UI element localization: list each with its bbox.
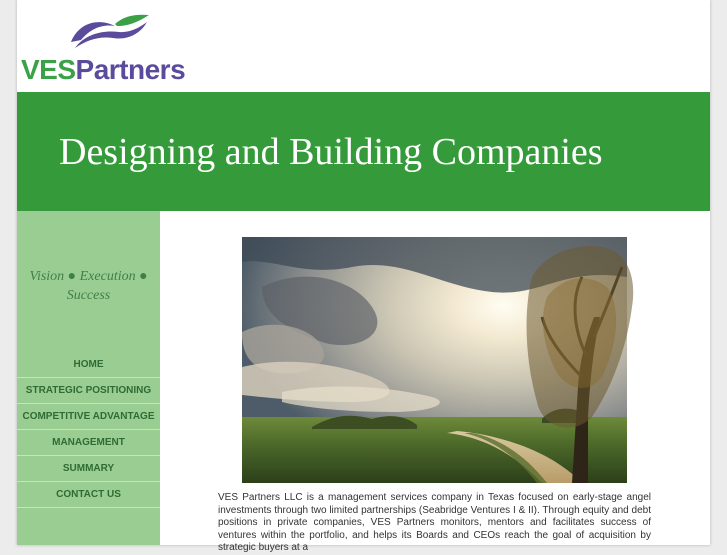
logo-text-ves: VES [21, 54, 76, 85]
header [17, 0, 710, 92]
leaf-wave-icon [69, 12, 151, 50]
intro-paragraph: VES Partners LLC is a management services company in Texas focused on early-stage angel investments through two limited partnerships (Seabridge Ventures I & II). Through equity and debt positions in private companies, VES Partners monitors, mentors and facilitates success of ventures within the portfolio, and helps its Boards and CEOs reach the goal of acquisition by strategic buyers at a [218, 492, 651, 553]
tagline-line-1: Vision ● Execution ● [29, 269, 148, 284]
logo-wordmark [21, 56, 185, 84]
hero-banner [17, 92, 710, 211]
nav-item-contact-us[interactable]: CONTACT US [17, 482, 160, 508]
main-nav [17, 352, 160, 508]
logo-text-partners: Partners [75, 54, 186, 85]
main-content [160, 211, 710, 553]
landscape-image [242, 237, 627, 483]
nav-item-strategic-positioning[interactable]: STRATEGIC POSITIONING [17, 378, 160, 404]
nav-item-summary[interactable]: SUMMARY [17, 456, 160, 482]
nav-item-management[interactable]: MANAGEMENT [17, 430, 160, 456]
nav-item-competitive-advantage[interactable]: COMPETITIVE ADVANTAGE [17, 404, 160, 430]
nav-item-home[interactable]: HOME [17, 352, 160, 378]
page [17, 0, 710, 553]
tagline-line-2: Success [66, 288, 111, 303]
banner-title: Designing and Building Companies [59, 131, 603, 173]
hero-photo [242, 237, 627, 483]
tagline [17, 267, 160, 305]
site-logo[interactable] [21, 12, 193, 84]
sidebar [17, 211, 160, 545]
